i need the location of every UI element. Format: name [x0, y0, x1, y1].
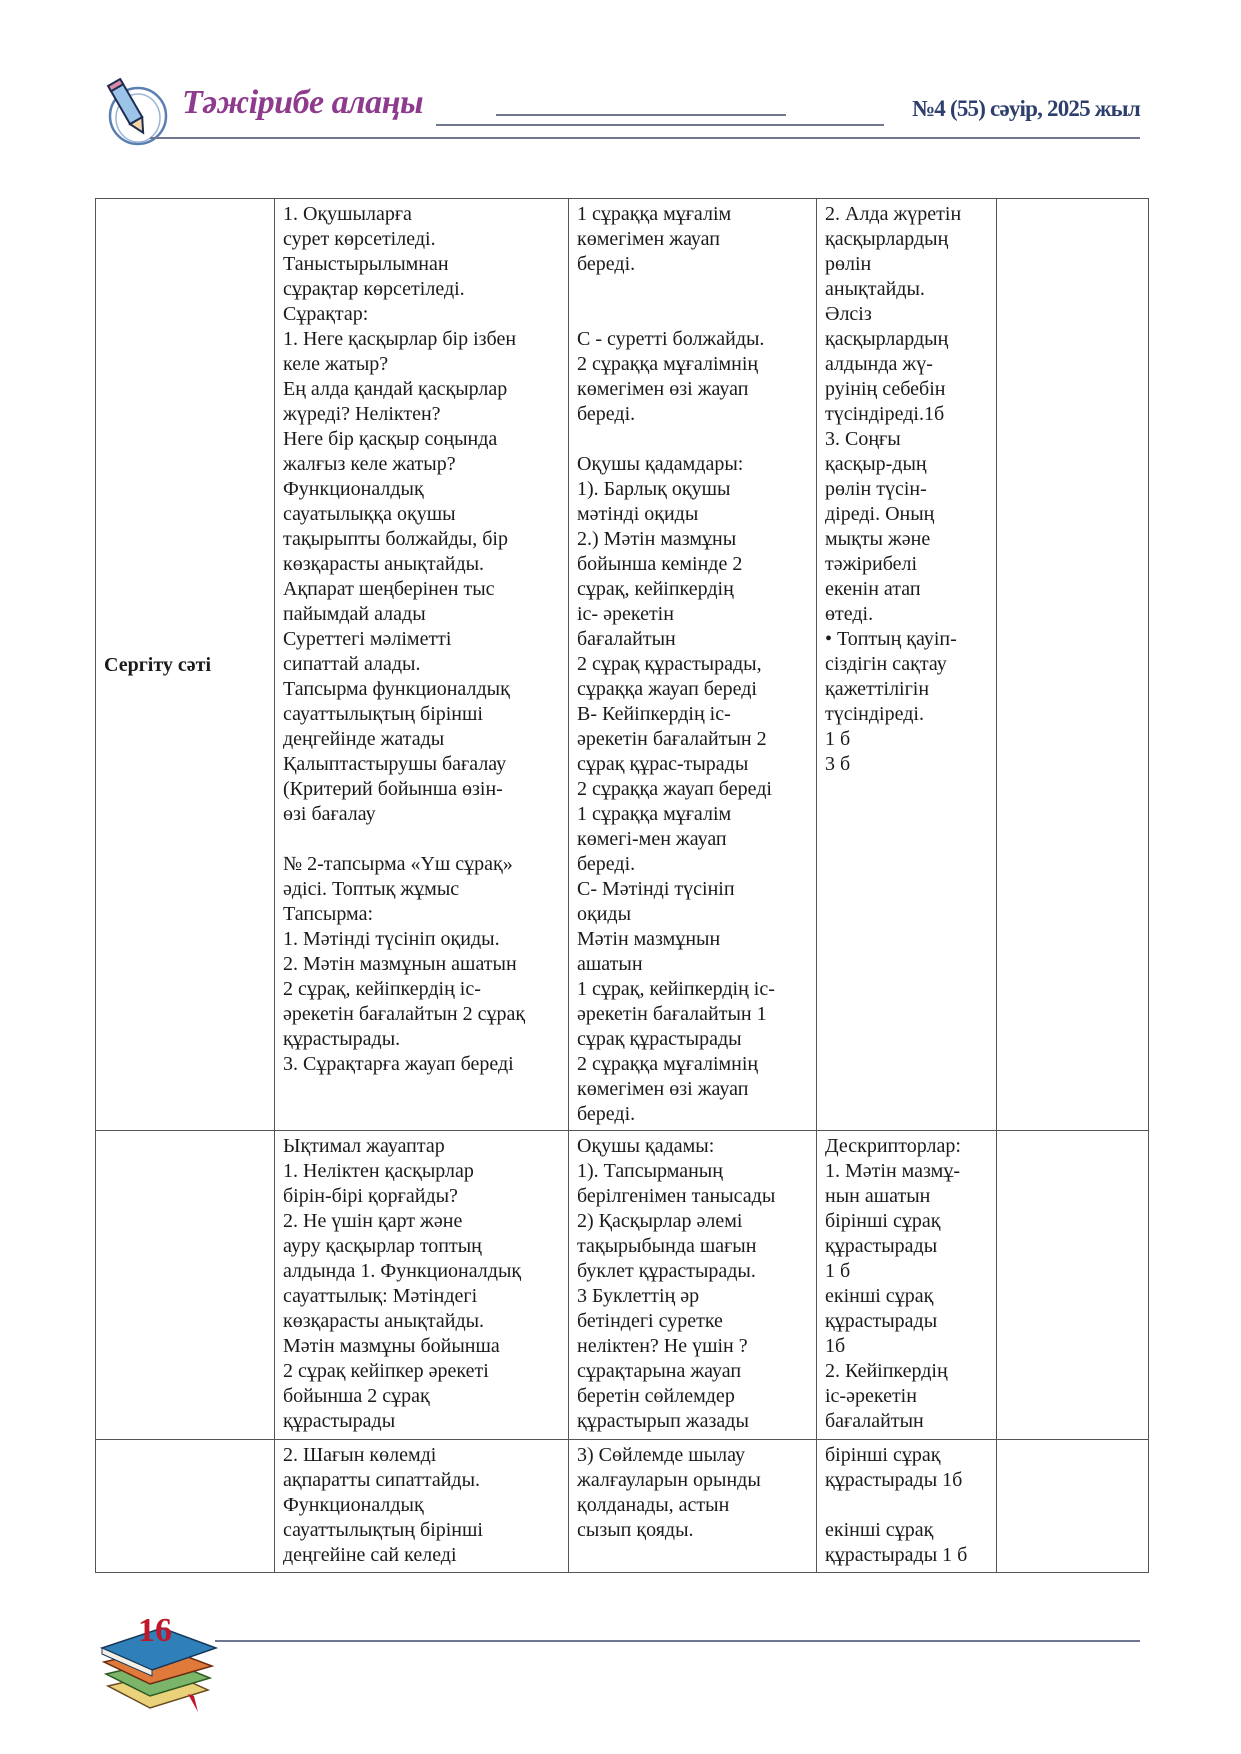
issue-info: №4 (55) сәуір, 2025 жыл [912, 96, 1140, 121]
assessment-cell: Дескрипторлар: 1. Мәтін мазмұ- нын ашатын бірінші сұрақ құрастырады 1 б екінші сұрақ құрастырады 1б 2. Кейіпкердің іс-әрекетін бағалайтын [817, 1131, 997, 1440]
stage-label [96, 1131, 275, 1440]
assessment-cell: 2. Алда жүретін қасқырлардың рөлін анықтайды. Әлсіз қасқырлардың алдында жү- руінің себебін түсіндіреді.1б 3. Соңғы қасқыр-дың рөлін түсін- діреді. Оның мықты және тәжірибелі екенін атап өтеді. • Топтың қауіп- сіздігін сақтау қажеттілігін түсіндіреді. 1 б 3 б [817, 199, 997, 1131]
student-activity-cell: 1 сұраққа мұғалім көмегімен жауап береді. С - суретті болжайды. 2 сұраққа мұғалімнің көмегімен өзі жауап береді. Оқушы қадамдары: 1). Барлық оқушы мәтінді оқиды 2.) Мәтін мазмұны бойынша кемінде 2 сұрақ, кейіпкердің іс- әрекетін бағалайтын 2 сұрақ құрастырады, сұраққа жауап береді В- Кейіпкердің іс- әрекетін бағалайтын 2 сұрақ құрас-тырады 2 сұраққа жауап береді 1 сұраққа мұғалім көмегі-мен жауап береді. С- Мәтінді түсініп оқиды Мәтін мазмұнын ашатын 1 сұрақ, кейіпкердің іс- әрекетін бағалайтын 1 сұрақ құрастырады 2 сұраққа мұғалімнің көмегімен өзі жауап береді. [569, 199, 817, 1131]
teacher-activity-cell: Ықтимал жауаптар 1. Неліктен қасқырлар бірін-бірі қорғайды? 2. Не үшін қарт және ауру қасқырлар топтың алдында 1. Функционалдық сауаттылық: Мәтіндегі көзқарасты анықтайды. Мәтін мазмұны бойынша 2 сұрақ кейіпкер әрекеті бойынша 2 сұрақ құрастырады [275, 1131, 569, 1440]
resources-cell [997, 1131, 1149, 1440]
student-activity-cell: Оқушы қадамы: 1). Тапсырманың берілгенімен танысады 2) Қасқырлар әлемі тақырыбында шағын буклет құрастырады. 3 Буклеттің әр бетіндегі суретке неліктен? Не үшін ? сұрақтарына жауап беретін сөйлемдер құрастырып жазады [569, 1131, 817, 1440]
table-row [96, 1131, 1149, 1440]
teacher-activity-cell: 1. Оқушыларға сурет көрсетіледі. Таныстырылымнан сұрақтар көрсетіледі. Сұрақтар: 1. Неге қасқырлар бір ізбен келе жатыр? Ең алда қандай қасқырлар жүреді? Неліктен? Неге бір қасқыр соңында жалғыз келе жатыр? Функционалдық сауатылыққа оқушы тақырыпты болжайды, бір көзқарасты анықтайды. Ақпарат шеңберінен тыс пайымдай алады Суреттегі мәліметті сипаттай алады. Тапсырма функционалдық сауаттылықтың бірінші деңгейінде жатады Қалыптастырушы бағалау (Критерий бойынша өзін- өзі бағалау № 2-тапсырма «Үш сұрақ» әдісі. Топтық жұмыс Тапсырма: 1. Мәтінді түсініп оқиды. 2. Мәтін мазмұнын ашатын 2 сұрақ, кейіпкердің іс- әрекетін бағалайтын 2 сұрақ құрастырады. 3. Сұрақтарға жауап береді [275, 199, 569, 1131]
assessment-cell: бірінші сұрақ құрастырады 1б екінші сұрақ құрастырады 1 б [817, 1440, 997, 1573]
lesson-table [95, 198, 1149, 1573]
resources-cell [997, 199, 1149, 1131]
page-number: 16 [138, 1612, 172, 1649]
student-activity-cell: 3) Сөйлемде шылау жалғауларын орынды қолданады, астын сызып қояды. [569, 1440, 817, 1573]
footer-rule [215, 1640, 1140, 1642]
table-row [96, 199, 1149, 1131]
header-rule [150, 137, 1140, 139]
stage-label: Сергіту сәті [96, 199, 275, 1131]
table-row [96, 1440, 1149, 1573]
stage-label [96, 1440, 275, 1573]
teacher-activity-cell: 2. Шағын көлемді ақпаратты сипаттайды. Функционалдық сауаттылықтың бірінші деңгейіне сай келеді [275, 1440, 569, 1573]
journal-title: Тәжірибе алаңы [182, 84, 424, 121]
header-divider [436, 124, 884, 126]
header-divider [496, 114, 786, 116]
resources-cell [997, 1440, 1149, 1573]
